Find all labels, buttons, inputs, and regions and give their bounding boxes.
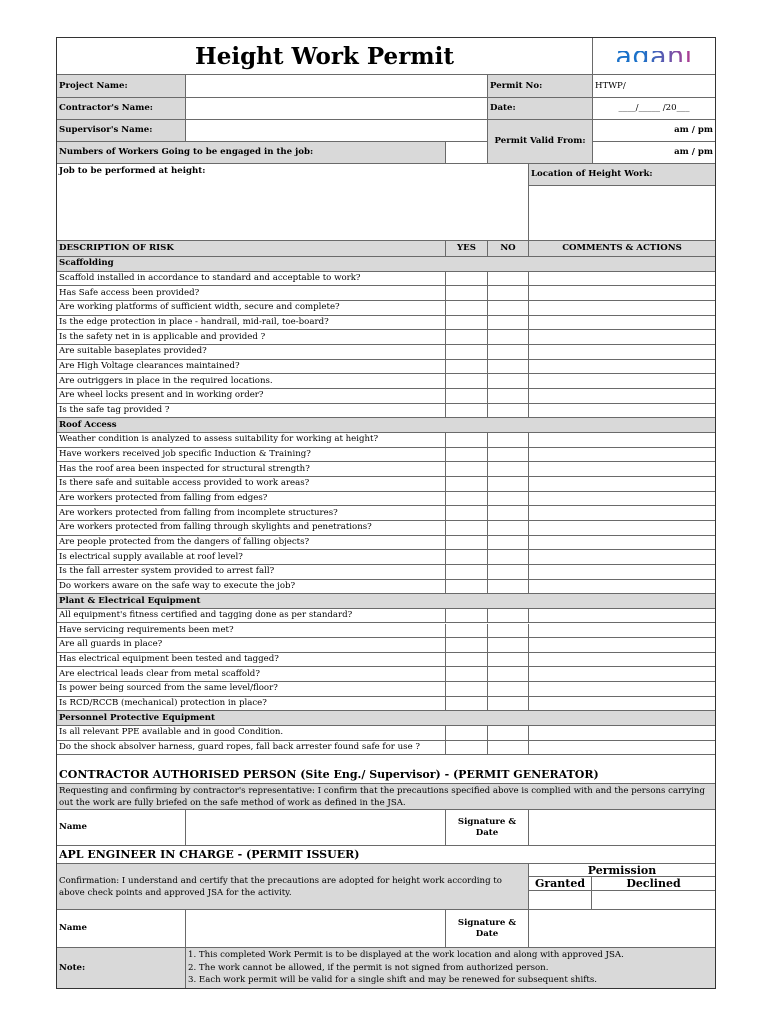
yes-checkbox[interactable] [446,624,488,639]
job-description-field[interactable]: Job to be performed at height: [57,164,529,241]
engineer-signature-field[interactable] [529,910,715,948]
permit-valid-from-label: Permit Valid From: [488,120,593,164]
contractor-heading: CONTRACTOR AUTHORISED PERSON (Site Eng./ Supervisor) - (PERMIT GENERATOR) [57,766,715,784]
comments-field[interactable] [529,580,715,595]
comments-field[interactable] [529,521,715,536]
section-title: Personnel Protective Equipment [57,711,715,726]
yes-checkbox[interactable] [446,286,488,301]
risk-question: Do workers aware on the safe way to execute the job? [57,580,446,595]
comments-field[interactable] [529,667,715,682]
comments-field[interactable] [529,330,715,345]
risk-question: Are suitable baseplates provided? [57,345,446,360]
risk-question: Is electrical supply available at roof level? [57,550,446,565]
comments-field[interactable] [529,374,715,389]
comments-field[interactable] [529,682,715,697]
note-label: Note: [57,948,186,988]
comments-field[interactable] [529,404,715,419]
section-title: Scaffolding [57,257,715,272]
no-checkbox[interactable] [488,316,529,331]
comments-field[interactable] [529,638,715,653]
risk-question: Are outriggers in place in the required locations. [57,374,446,389]
note-content [186,948,715,988]
permit-no-field[interactable]: HTWP/ [593,75,715,98]
no-checkbox[interactable] [488,448,529,463]
yes-checkbox[interactable] [446,638,488,653]
risk-question: Is all relevant PPE available and in good Condition. [57,726,446,741]
section-title: Plant & Electrical Equipment [57,594,715,609]
risk-question: Have servicing requirements been met? [57,624,446,639]
yes-checkbox[interactable] [446,433,488,448]
engineer-name-label: Name [57,910,186,948]
no-checkbox[interactable] [488,580,529,595]
engineer-confirmation: Confirmation: I understand and certify that the precautions are adopted for height work according to above check points and approved JSA for the activity. [57,864,529,910]
comments-field[interactable] [529,697,715,712]
comments-field[interactable] [529,301,715,316]
no-checkbox[interactable] [488,741,529,756]
no-checkbox[interactable] [488,330,529,345]
yes-checkbox[interactable] [446,697,488,712]
risk-question: Has the roof area been inspected for structural strength? [57,462,446,477]
risk-question: Are workers protected from falling from incomplete structures? [57,506,446,521]
risk-question: Are wheel locks present and in working order? [57,389,446,404]
comments-field[interactable] [529,360,715,375]
risk-question: Is the safe tag provided ? [57,404,446,419]
comments-field[interactable] [529,609,715,624]
no-checkbox[interactable] [488,521,529,536]
engineer-signature-label [446,910,529,948]
no-checkbox[interactable] [488,492,529,507]
risk-question: Are working platforms of sufficient width, secure and complete? [57,301,446,316]
comments-field[interactable] [529,565,715,580]
comments-field[interactable] [529,448,715,463]
yes-checkbox[interactable] [446,550,488,565]
section-title: Roof Access [57,418,715,433]
no-checkbox[interactable] [488,667,529,682]
risk-question: Has Safe access been provided? [57,286,446,301]
no-checkbox[interactable] [488,477,529,492]
height-work-permit-form [56,37,716,989]
workers-count-label: Numbers of Workers Going to be engaged in the job: [57,142,446,164]
yes-checkbox[interactable] [446,448,488,463]
yes-checkbox[interactable] [446,726,488,741]
risk-question: Is power being sourced from the same level/floor? [57,682,446,697]
yes-checkbox[interactable] [446,272,488,287]
no-checkbox[interactable] [488,609,529,624]
date-label: Date: [488,98,593,120]
permit-no-label: Permit No: [488,75,593,98]
risk-question: Have workers received job specific Induction & Training? [57,448,446,463]
no-checkbox[interactable] [488,550,529,565]
contractor-name-field[interactable] [186,98,488,120]
granted-checkbox[interactable] [529,891,592,910]
contractor-sig-line2: Date [475,827,499,838]
yes-checkbox[interactable] [446,653,488,668]
yes-checkbox[interactable] [446,389,488,404]
yes-header: YES [446,241,488,257]
granted-header: Granted [529,877,592,891]
risk-question: All equipment's fitness certified and tagging done as per standard? [57,609,446,624]
location-label: Location of Height Work: [529,164,715,186]
risk-question: Weather condition is analyzed to assess suitability for working at height? [57,433,446,448]
no-checkbox[interactable] [488,506,529,521]
no-checkbox[interactable] [488,389,529,404]
yes-checkbox[interactable] [446,580,488,595]
yes-checkbox[interactable] [446,360,488,375]
yes-checkbox[interactable] [446,609,488,624]
logo-text: adani [615,40,693,72]
note-line-1: 1. This completed Work Permit is to be displayed at the work location and along with approved JSA. [188,950,624,961]
project-name-field[interactable] [186,75,488,98]
permission-header: Permission [529,864,715,877]
engineer-name-field[interactable] [186,910,446,948]
risk-question: Are workers protected from falling from edges? [57,492,446,507]
comments-field[interactable] [529,345,715,360]
yes-checkbox[interactable] [446,667,488,682]
no-checkbox[interactable] [488,682,529,697]
form-title: Height Work Permit [57,38,593,75]
risk-question: Has electrical equipment been tested and tagged? [57,653,446,668]
comments-field[interactable] [529,506,715,521]
note-line-3: 3. Each work permit will be valid for a single shift and may be renewed for subsequent shifts. [188,975,597,986]
risk-question: Do the shock absolver harness, guard ropes, fall back arrester found safe for use ? [57,741,446,756]
comments-field[interactable] [529,389,715,404]
yes-checkbox[interactable] [446,316,488,331]
comments-field[interactable] [529,536,715,551]
declined-header: Declined [592,877,715,891]
no-checkbox[interactable] [488,462,529,477]
no-checkbox[interactable] [488,726,529,741]
no-checkbox[interactable] [488,624,529,639]
comments-field[interactable] [529,477,715,492]
yes-checkbox[interactable] [446,330,488,345]
comments-field[interactable] [529,492,715,507]
comments-field[interactable] [529,316,715,331]
risk-question: Are workers protected from falling through skylights and penetrations? [57,521,446,536]
contractor-name-label: Contractor's Name: [57,98,186,120]
yes-checkbox[interactable] [446,462,488,477]
yes-checkbox[interactable] [446,301,488,316]
risk-question: Is the edge protection in place - handrail, mid-rail, toe-board? [57,316,446,331]
yes-checkbox[interactable] [446,565,488,580]
yes-checkbox[interactable] [446,477,488,492]
risk-question: Are people protected from the dangers of falling objects? [57,536,446,551]
contractor-signature-field[interactable] [529,810,715,846]
no-checkbox[interactable] [488,433,529,448]
no-checkbox[interactable] [488,360,529,375]
no-checkbox[interactable] [488,301,529,316]
no-checkbox[interactable] [488,638,529,653]
supervisor-name-label: Supervisor's Name: [57,120,186,142]
date-field[interactable]: ____/_____ /20___ [593,98,715,120]
contractor-signer-name-field[interactable] [186,810,446,846]
no-checkbox[interactable] [488,272,529,287]
supervisor-name-field[interactable] [186,120,488,142]
no-checkbox[interactable] [488,697,529,712]
comments-field[interactable] [529,272,715,287]
yes-checkbox[interactable] [446,345,488,360]
valid-from-time-2[interactable]: am / pm [593,142,715,164]
no-checkbox[interactable] [488,404,529,419]
comments-field[interactable] [529,433,715,448]
comments-field[interactable] [529,462,715,477]
engineer-sig-line1: Signature & [457,917,517,928]
note-line-2: 2. The work cannot be allowed, if the permit is not signed from authorized person. [188,962,549,973]
description-header: DESCRIPTION OF RISK [57,241,446,257]
yes-checkbox[interactable] [446,682,488,697]
valid-from-time-1[interactable]: am / pm [593,120,715,142]
location-field[interactable] [529,186,715,241]
engineer-sig-line2: Date [475,928,499,939]
risk-question: Are High Voltage clearances maintained? [57,360,446,375]
risk-question: Is the safety net in is applicable and provided ? [57,330,446,345]
no-checkbox[interactable] [488,536,529,551]
no-checkbox[interactable] [488,565,529,580]
contractor-statement: Requesting and confirming by contractor's representative: I confirm that the precautions specified above is complied with and the persons carrying out the work are fully briefed on the safe method of work as defined in the JSA. [57,784,715,810]
no-header: NO [488,241,529,257]
adani-logo [593,38,715,75]
yes-checkbox[interactable] [446,521,488,536]
comments-field[interactable] [529,286,715,301]
risk-question: Is there safe and suitable access provided to work areas? [57,477,446,492]
risk-question: Is the fall arrester system provided to arrest fall? [57,565,446,580]
comments-header: COMMENTS & ACTIONS [529,241,715,257]
engineer-heading: APL ENGINEER IN CHARGE - (PERMIT ISSUER) [57,846,715,864]
comments-field[interactable] [529,741,715,756]
no-checkbox[interactable] [488,345,529,360]
yes-checkbox[interactable] [446,741,488,756]
risk-question: Scaffold installed in accordance to standard and acceptable to work? [57,272,446,287]
yes-checkbox[interactable] [446,492,488,507]
yes-checkbox[interactable] [446,506,488,521]
declined-checkbox[interactable] [592,891,715,910]
contractor-name-label-2: Name [57,810,186,846]
project-name-label: Project Name: [57,75,186,98]
comments-field[interactable] [529,550,715,565]
comments-field[interactable] [529,726,715,741]
comments-field[interactable] [529,653,715,668]
contractor-sig-line1: Signature & [457,816,517,827]
risk-question: Are electrical leads clear from metal scaffold? [57,667,446,682]
yes-checkbox[interactable] [446,536,488,551]
no-checkbox[interactable] [488,286,529,301]
no-checkbox[interactable] [488,374,529,389]
risk-question: Are all guards in place? [57,638,446,653]
no-checkbox[interactable] [488,653,529,668]
comments-field[interactable] [529,624,715,639]
yes-checkbox[interactable] [446,374,488,389]
contractor-signature-label [446,810,529,846]
yes-checkbox[interactable] [446,404,488,419]
workers-count-field[interactable] [446,142,488,164]
risk-question: Is RCD/RCCB (mechanical) protection in place? [57,697,446,712]
